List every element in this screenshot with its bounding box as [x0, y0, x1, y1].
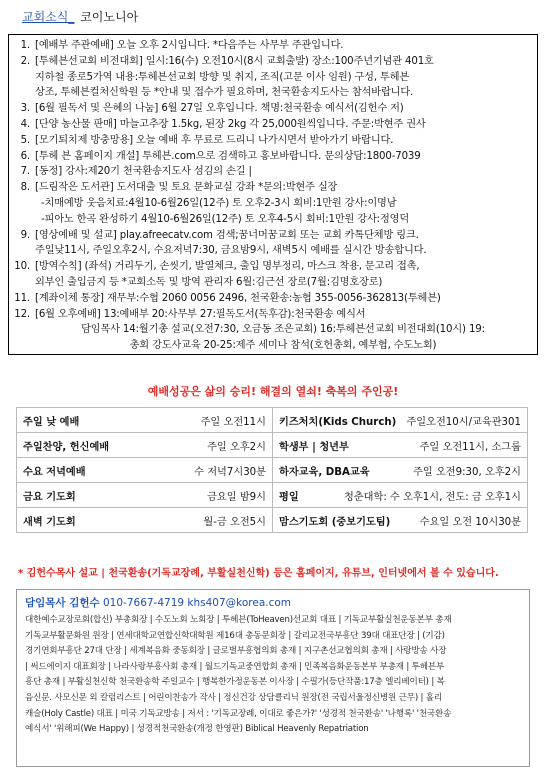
news-item-number: 9. — [20, 229, 30, 241]
schedule-cell — [17, 483, 273, 508]
news-item-text: [드림작은 도서관] 도서대출 및 토요 문화교실 강좌 *문의:박현주 실장 — [35, 182, 338, 194]
news-item-number — [13, 243, 35, 259]
news-item-text: -피아노 한곡 완성하기 4월10-6월26일(12주) 토 오후4-5시 회비:1만원 강사:정영덕 — [41, 213, 410, 225]
service-name: 주일 낮 예배 — [23, 416, 80, 428]
pastor-name: 담임목사 김헌수 — [25, 597, 100, 609]
pastor-contact: 010-7667-4719 khs407@korea.com — [103, 597, 292, 609]
worship-schedule-table — [16, 407, 528, 533]
news-item — [13, 149, 531, 165]
news-item — [13, 101, 531, 117]
news-item — [13, 212, 531, 228]
news-item — [13, 243, 531, 259]
bio-line: 음신문. 사모신문 외 칼럼리스트 | 어린이찬송가 작사 | 정신건강 상담클리닉 원장(전 국립서울정신병원 근무) | 홀리 — [25, 692, 442, 703]
pastor-contact-line — [25, 595, 521, 610]
church-news-box — [8, 34, 538, 355]
service-name: 맘스기도회 (중보기도팀) — [279, 516, 391, 528]
news-item — [13, 70, 531, 86]
news-item-text: 외부인 출입금지 등 *교회소독 및 방역 관리자 6월:김근선 장로(7월:김명호장로) — [35, 276, 383, 288]
news-item — [13, 228, 531, 244]
bio-line: 경기연회부흥단 27대 단장 | 세계복음화 중동회장 | 글로벌부흥협의회 총재 | 지구촌선교협의회 총재 | 사랑방송 사장 — [25, 646, 447, 657]
news-item-number: 11. — [14, 292, 30, 304]
news-item-number — [13, 196, 35, 212]
news-item-number: 1. — [20, 40, 30, 51]
news-item-text: [영상예배 및 설교] play.afreecatv.com 검색;꿈너머꿈교회 또는 교회 카톡단체방 링크. — [35, 229, 419, 241]
service-time: 주일 오후2시 — [207, 441, 266, 453]
schedule-cell — [17, 433, 273, 458]
schedule-row — [17, 433, 528, 458]
news-item — [13, 291, 531, 307]
news-item — [13, 117, 531, 133]
news-item — [13, 322, 531, 338]
news-item-text: 지하철 종로5가역 내용:투헤븐선교회 방향 및 취지, 조직(고문 이사 임원) 구성, 투헤븐 — [35, 71, 410, 83]
church-name: 코이노니아 — [80, 10, 139, 24]
news-item-text: 상조, 투헤븐컬처신학원 등 *안내 및 접수가 필요하며, 천국환송지도사는 참석바랍니다. — [35, 87, 414, 99]
news-item-number — [13, 85, 35, 101]
schedule-cell — [273, 508, 528, 533]
schedule-cell — [17, 508, 273, 533]
bio-line: 기독교부활문화원 원장 | 연세대학교연합신학대학원 제16대 총동문회장 | 갈리교전국부흥단 39대 대표단장 | (기감) — [25, 630, 445, 641]
news-item-number: 7. — [20, 166, 30, 178]
news-item-text: 주일낮11시, 주일오후2시, 수요저녁7:30, 금요밤9시, 새벽5시 예배를 실시간 방송합니다. — [35, 245, 427, 257]
schedule-cell — [273, 483, 528, 508]
news-item — [13, 54, 531, 70]
service-time: 수 저녁7시30분 — [194, 466, 266, 478]
news-item-number: 6. — [20, 150, 30, 162]
news-item — [13, 338, 531, 354]
news-item-text: [동정] 강사:제20기 천국환송지도사 섬김의 손길 | — [35, 166, 252, 178]
pastor-bio — [25, 613, 521, 738]
service-name: 평일 — [279, 491, 299, 503]
schedule-cell — [17, 458, 273, 483]
bio-line: | 써드에이지 대표회장 | 나라사랑부흥사회 총재 | 월드기독교중연합회 총재 | 민족복음화운동본부 부총재 | 투헤븐부 — [25, 661, 445, 672]
news-item-text: [투헤븐선교회 비전대회] 일시:16(수) 오전10시(8시 교회출발) 장소:100주년기념관 401호 — [35, 55, 434, 67]
news-item-text: -치매예방 웃음치료:4월10-6월26일(12주) 토 오후2-3시 회비:1만원 강사:이명남 — [41, 197, 397, 209]
service-time: 금요일 밤9시 — [207, 491, 266, 503]
service-time: 주일 오전11시, 소그룹 — [419, 441, 521, 453]
news-item-number: 12. — [14, 308, 30, 320]
section-title: 교회소식_ — [22, 10, 75, 24]
news-item-text: [방역수칙] (좌석) 거리두기, 손씻기, 발열체크, 출입 명부정리, 마스크 착용, 문고리 접촉, — [35, 261, 420, 273]
news-item-number: 8. — [20, 182, 30, 194]
schedule-row — [17, 408, 528, 433]
service-name: 학생부 | 청년부 — [279, 441, 349, 453]
news-item-text: [6월 오후예배] 13:예배부 20:사무부 27:필독도서(독후감):천국환송 예식서 — [35, 308, 366, 320]
news-item-number: 3. — [20, 103, 30, 115]
service-time: 주일오전10시/교육관301 — [406, 416, 521, 428]
news-item-number — [13, 70, 35, 86]
service-name: 금요 기도회 — [23, 491, 76, 503]
bio-line: 캐슬(Holy Castle) 대표 | 미국 기독교방송 | 저서 : '기독교장례, 이대로 좋은가?' '성경적 천국환송' '나행록' '천국환송 — [25, 708, 452, 719]
service-name: 주일찬양, 헌신예배 — [23, 441, 110, 453]
news-item — [13, 275, 531, 291]
sermon-notice: * 김헌수목사 설교 | 천국환송(기독교장례, 부활실천신학) 등은 홈페이지, 유튜브, 인터넷에서 볼 수 있습니다. — [18, 568, 499, 579]
news-item — [13, 196, 531, 212]
service-time: 주일 오전11시 — [200, 416, 266, 428]
news-item — [13, 38, 531, 54]
news-item-number — [13, 212, 35, 228]
news-item-number: 4. — [20, 118, 30, 130]
service-time: 주일 오전9:30, 오후2시 — [413, 466, 521, 478]
news-item-text: [단양 농산물 판매] 마늘고추장 1.5kg, 된장 2kg 각 25,000원씩입니다. 주문:박현주 권사 — [35, 118, 426, 130]
news-list — [13, 38, 531, 354]
service-name: 키즈처치(Kids Church) — [279, 416, 397, 428]
news-item-text: 담임목사 14:월기총 설교(오전7:30, 오금동 조은교회) 16:투헤븐선교회 비전대회(10시) 19: — [81, 324, 485, 336]
news-item — [13, 307, 531, 323]
schedule-row — [17, 508, 528, 533]
service-time: 수요일 오전 10시30분 — [419, 516, 521, 528]
news-item-number — [13, 322, 35, 338]
news-item-number — [13, 275, 35, 291]
schedule-row — [17, 458, 528, 483]
news-item-text: [6월 필독서 및 은혜의 나눔] 6월 27일 오후입니다. 책명:천국환송 예식서(김헌수 저) — [35, 103, 404, 115]
news-item — [13, 259, 531, 275]
news-item-text: [투헤 븐 홈페이지 개설] 투헤븐.com으로 검색하고 홍보바랍니다. 문의상담:1800-7039 — [35, 150, 421, 162]
schedule-cell — [273, 408, 528, 433]
bio-line: 예식서' '위해피(We Happy) | 성경적천국환송(개정 한영판) Biblical Heavenly Repatriation — [25, 724, 369, 735]
news-item — [13, 164, 531, 180]
bio-line: 흥단 총재 | 부활실천신학 천국환송학 주일교수 | 행복한가정운동본 이사장 | 수필가(등단작품:17층 엘리베이터) | 복 — [25, 677, 445, 688]
news-item-text: [예배부 주관예배] 오늘 오후 2시입니다. *다음주는 사무부 주관입니다. — [35, 40, 344, 51]
news-item — [13, 133, 531, 149]
news-item-number: 5. — [20, 134, 30, 146]
news-item-number: 2. — [20, 55, 30, 67]
schedule-cell — [273, 458, 528, 483]
news-item-number: 10. — [14, 261, 30, 273]
bio-line: 대한예수교장로회(합신) 부총회장 | 수도노회 노회장 | 투헤븐(ToHeaven)선교회 대표 | 기독교부활실천운동본부 총재 — [25, 615, 452, 625]
service-time: 월-금 오전5시 — [203, 516, 266, 528]
schedule-row — [17, 483, 528, 508]
service-time: 청춘대학: 수 오후1시, 전도: 금 오후1시 — [343, 491, 521, 503]
service-name: 수요 저녁예배 — [23, 466, 86, 478]
news-item-number — [13, 338, 35, 354]
schedule-cell — [17, 408, 273, 433]
news-item-text: [모기퇴치제 방충망용] 오늘 예배 후 무료로 드리니 나가시면서 받아가기 바랍니다. — [35, 134, 394, 146]
slogan: 예배성공은 삶의 승리! 해결의 열쇠! 축복의 주인공! — [147, 385, 399, 398]
pastor-profile-box — [16, 589, 530, 767]
service-name: 새벽 기도회 — [23, 516, 76, 528]
news-item-text: [계좌이체 통장] 재무부:수협 2060 0056 2496, 천국환송:농협 355-0056-362813(투헤븐) — [35, 292, 441, 304]
news-item — [13, 85, 531, 101]
service-name: 하자교육, DBA교육 — [279, 466, 370, 478]
news-item-text: 총회 강도사교육 20-25:제주 세미나 참석(호헌총회, 예부협, 수도노회) — [129, 340, 437, 352]
page-header — [22, 8, 138, 25]
schedule-cell — [273, 433, 528, 458]
news-item — [13, 180, 531, 196]
